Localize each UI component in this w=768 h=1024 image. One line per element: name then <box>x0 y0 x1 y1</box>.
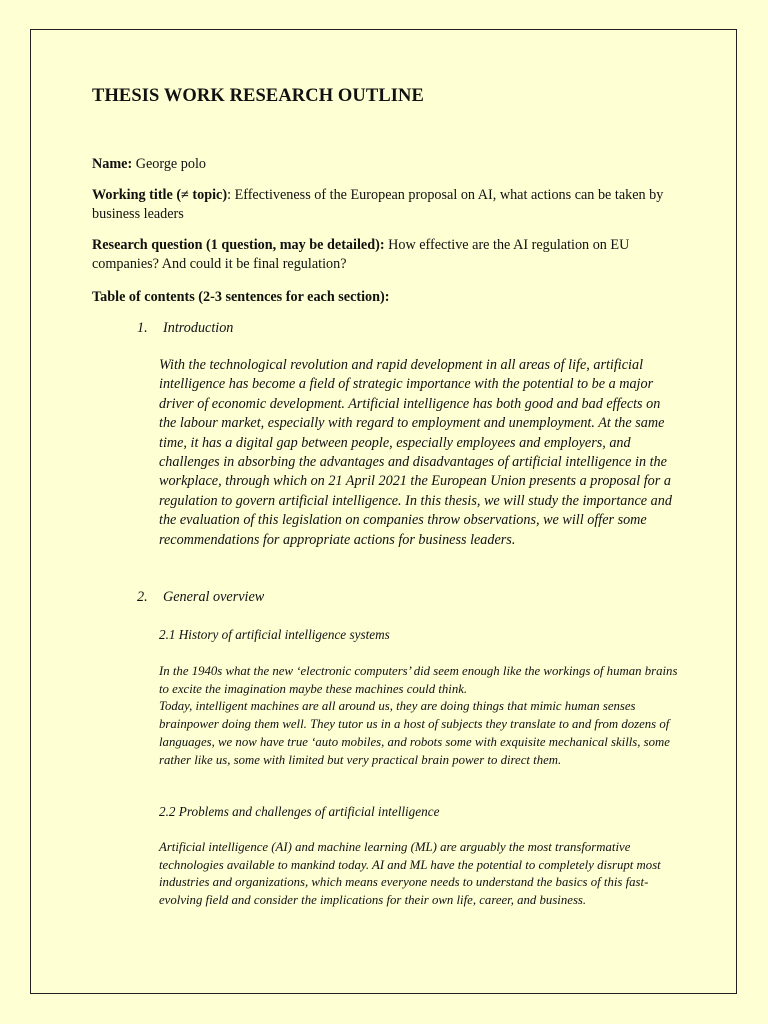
subsection-history-heading: 2.1 History of artificial intelligence systems <box>159 627 390 642</box>
section-number: 1. <box>137 320 148 336</box>
name-label: Name: <box>92 156 133 172</box>
section-title: General overview <box>163 589 265 605</box>
history-paragraph <box>159 663 684 769</box>
problems-paragraph: Artificial intelligence (AI) and machine learning (ML) are arguably the most transformative technologies available to mankind today. AI and ML have the potential to completely disrupt most industries and organizations, which means everyone needs to understand the basics of this fast-evolving field and consider the implications for their own life, career, and business. <box>159 840 661 908</box>
toc-label: Table of contents (2-3 sentences for each section): <box>92 289 390 305</box>
subsection-problems-heading: 2.2 Problems and challenges of artificial intelligence <box>159 804 440 819</box>
name-field <box>92 155 677 174</box>
history-paragraph-line-2: Today, intelligent machines are all around us, they are doing things that mimic human senses brainpower doing them well. They tutor us in a host of subjects they translate to and from dozens of languages, we now have true ‘auto mobiles, and robots some with exquisite mechanical skills, some rather like us, some with limited but very practical brain power to direct them. <box>159 699 670 767</box>
working-title-value: : Effectiveness of the European proposal on AI, what actions can be taken by business leaders <box>92 187 664 222</box>
introduction-paragraph: With the technological revolution and rapid development in all areas of life, artificial intelligence has become a field of strategic importance with the potential to be a major driver of economic development. Artificial intelligence has both good and bad effects on the labour market, especially with regard to employment and unemployment. At the same time, it has a digital gap between people, especially employees and employers, and challenges in absorbing the advantages and disadvantages of artificial intelligence in the workplace, through which on 21 April 2021 the European Union presents a proposal for a regulation to govern artificial intelligence. In this thesis, we will study the importance and the evaluation of this legislation on companies throw observations, we will offer some recommendations for appropriate actions for business leaders. <box>159 357 672 548</box>
research-question-label: Research question (1 question, may be detailed): <box>92 237 385 253</box>
name-value: George polo <box>135 156 206 172</box>
document-page <box>30 29 737 994</box>
section-general-overview-heading <box>137 588 264 607</box>
research-question-field <box>92 236 677 274</box>
section-introduction-heading <box>137 319 233 338</box>
research-question-value: How effective are the AI regulation on EU companies? And could it be final regulation? <box>92 237 630 272</box>
history-paragraph-line-1: In the 1940s what the new ‘electronic computers’ did seem enough like the workings of human brains to excite the imagination maybe these machines could think. <box>159 664 678 696</box>
section-number: 2. <box>137 589 148 605</box>
working-title-label: Working title (≠ topic) <box>92 187 228 203</box>
document-title: THESIS WORK RESEARCH OUTLINE <box>92 86 424 106</box>
table-of-contents-heading <box>92 288 677 307</box>
working-title-field <box>92 186 677 224</box>
section-title: Introduction <box>163 320 234 336</box>
